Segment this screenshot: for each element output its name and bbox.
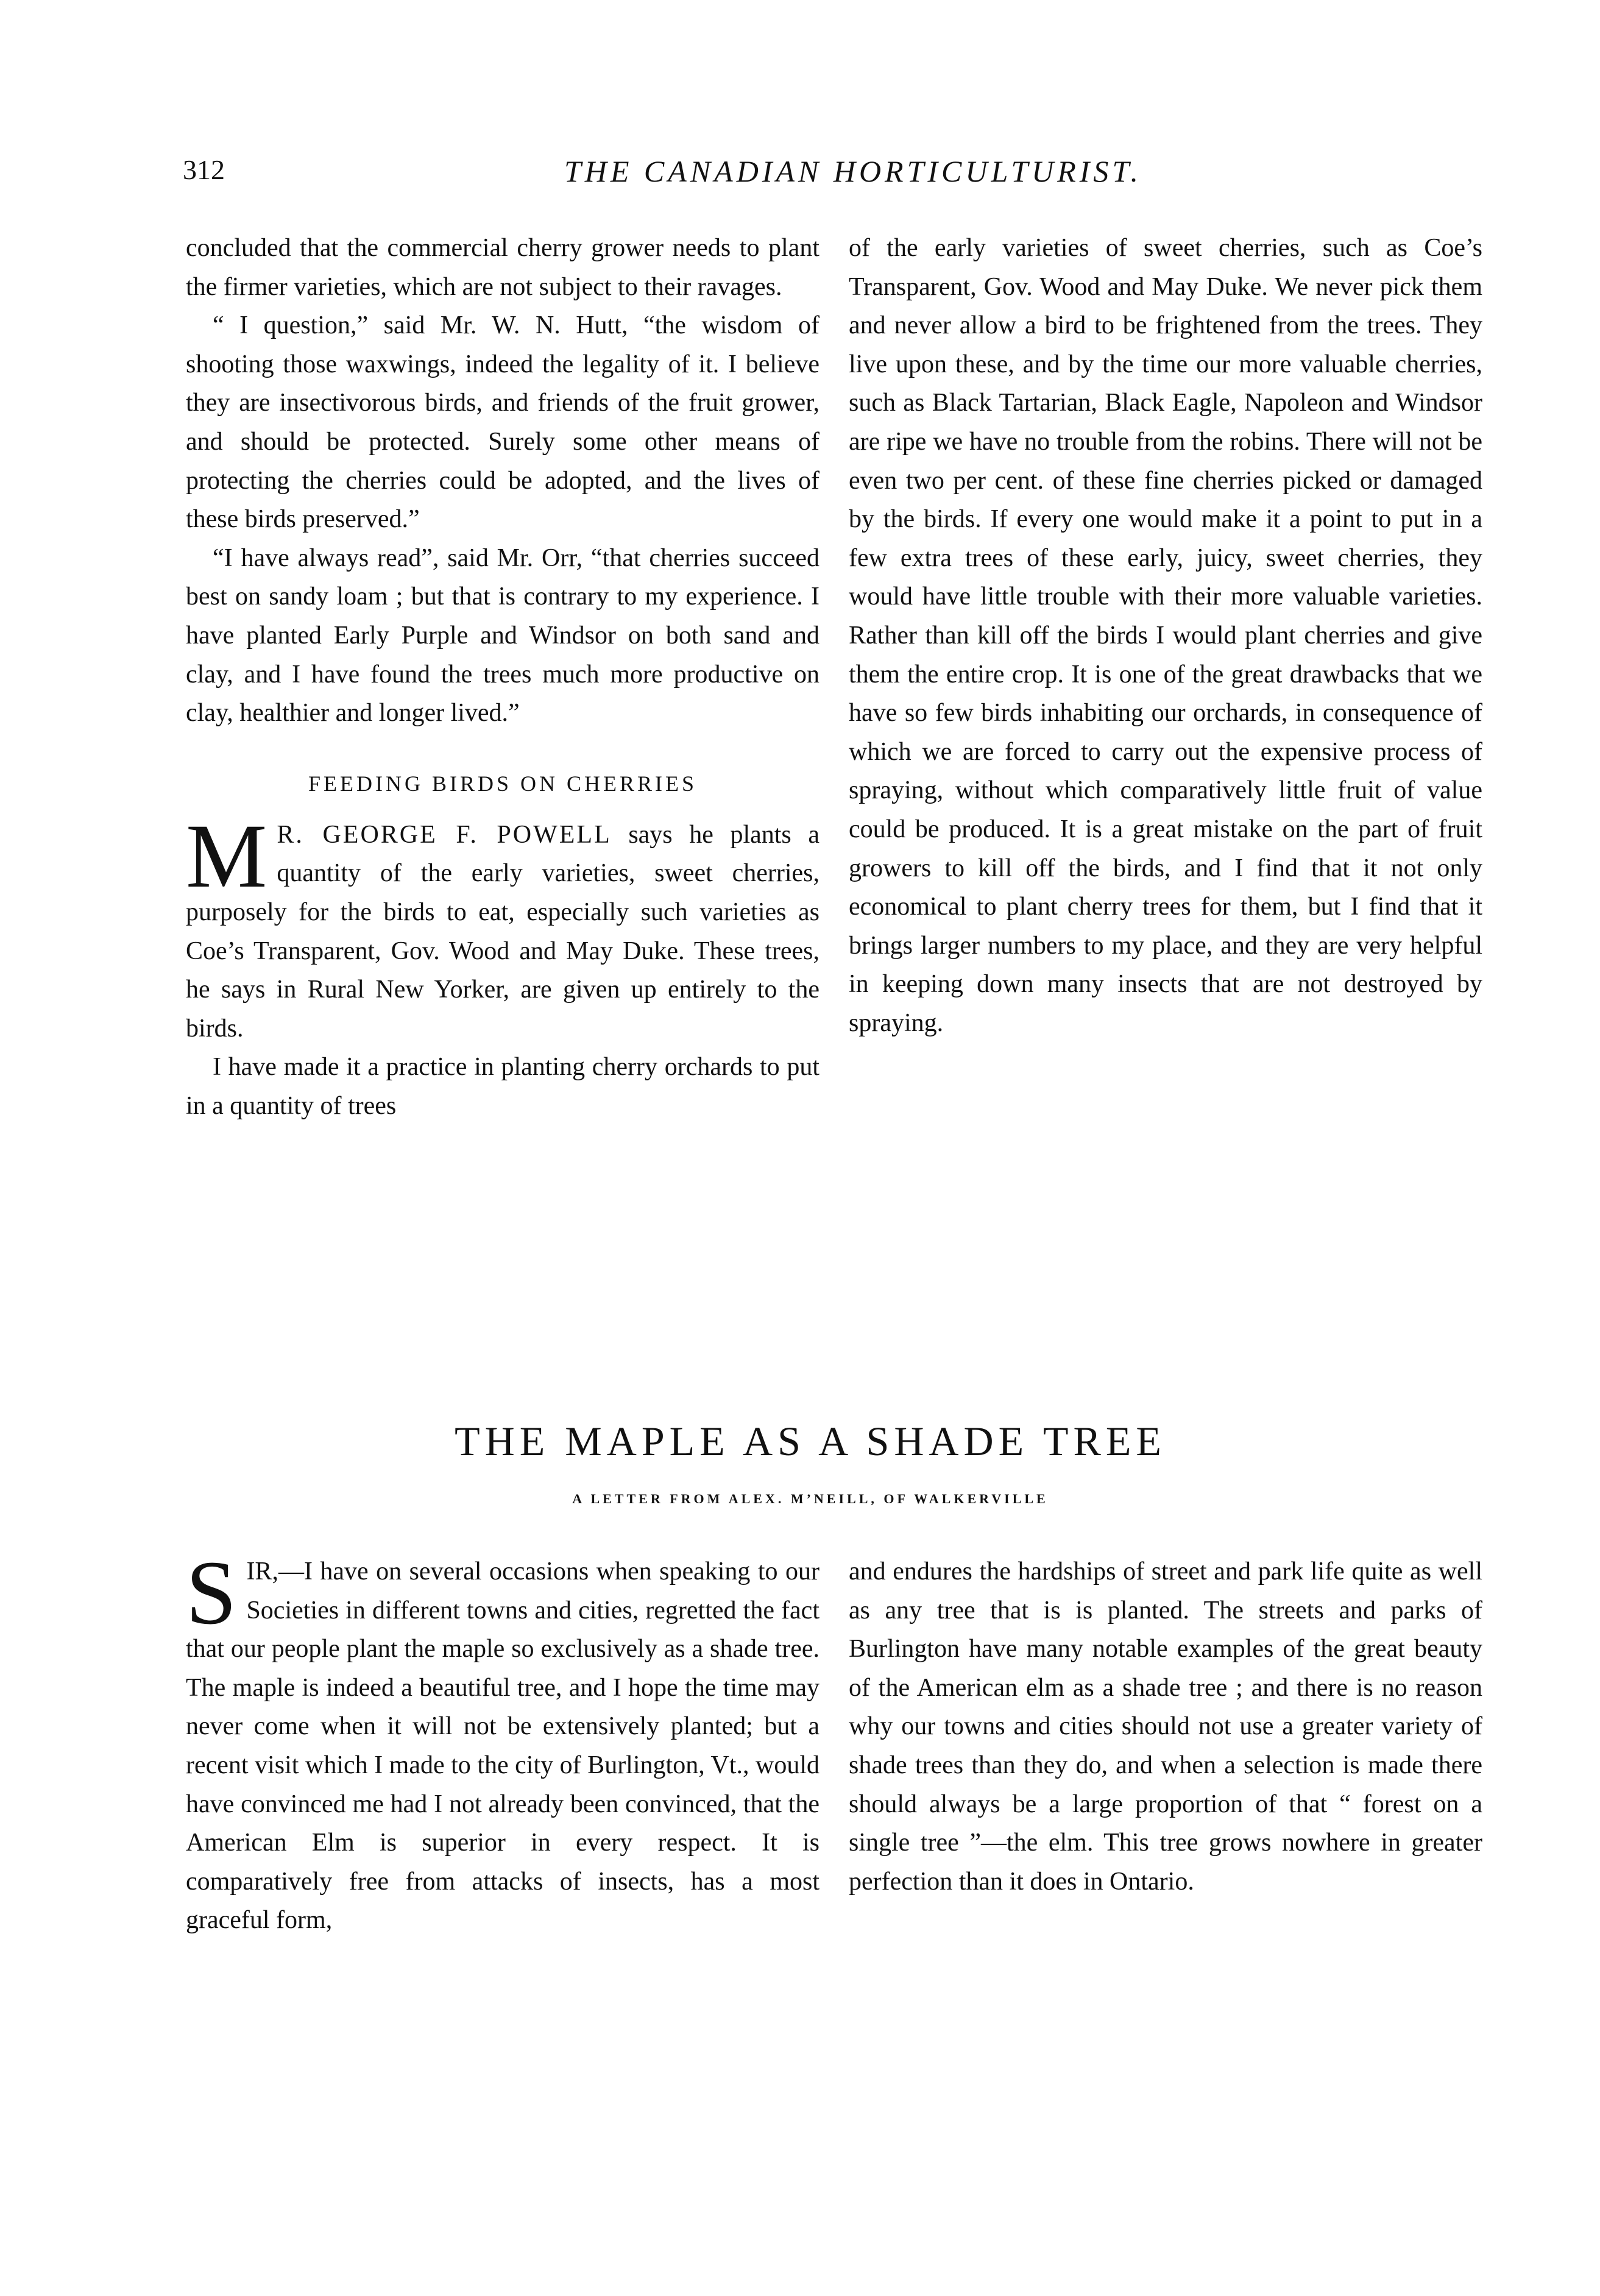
bottom-right-column (849, 1553, 1482, 1901)
journal-title: THE CANADIAN HORTICULTURIST. (564, 154, 1142, 188)
top-left-column (186, 229, 819, 1125)
paragraph (186, 805, 819, 1049)
paragraph: I have made it a practice in planting cherry orchards to put in a quantity of trees (186, 1053, 819, 1120)
article-subtitle: A LETTER FROM ALEX. M’NEILL, OF WALKERVILLE (572, 1491, 1049, 1506)
lead-in: R. GEORGE F. POWELL (277, 820, 612, 849)
paragraph (186, 1542, 819, 1940)
paragraph: concluded that the commercial cherry grower needs to plant the firmer varieties, which are not subject to their ravages. (186, 234, 819, 301)
drop-cap: S (186, 1542, 237, 1643)
paragraph-text: says he plants a quantity of the early varieties, sweet cherries, purposely for the birds to eat, especially such varieties as Coe’s Transparent, Gov. Wood and May Duke. These trees, he says in Rural New Yorker, are given up entirely to the birds. (186, 820, 819, 1043)
paragraph-text: IR,—I have on several occasions when speaking to our Societies in different towns and cities, regretted the fact that our people plant the maple so exclusively as a shade tree. The maple is indeed a beautiful tree, and I hope the time may never come when it will not be extensively planted; but a recent visit which I made to the city of Burlington, Vt., would have convinced me had I not already been convinced, that the American Elm is superior in every respect. It is comparatively free from attacks of insects, has a most graceful form, (186, 1557, 819, 1935)
paragraph: “I have always read”, said Mr. Orr, “that cherries succeed best on sandy loam ; but that is contrary to my experience. I have planted Early Purple and Windsor on both sand and clay, and I have found the trees much more productive on clay, healthier and longer lived.” (186, 544, 819, 728)
section-heading: FEEDING BIRDS ON CHERRIES (308, 771, 698, 796)
paragraph: and endures the hardships of street and park life quite as well as any tree that is is planted. The streets and parks of Burlington have many notable examples of the great beauty of the American elm as a shade tree ; and there is no reason why our towns and cities should not use a greater variety of shade trees than they do, and when a selection is made there should always be a large proportion of that “ forest on a single tree ”—the elm. This tree grows nowhere in greater perfection than it does in Ontario. (849, 1557, 1482, 1896)
article-title: THE MAPLE AS A SHADE TREE (455, 1418, 1166, 1464)
drop-cap: M (186, 805, 267, 907)
top-right-column (849, 229, 1482, 1043)
bottom-left-column (186, 1542, 819, 1940)
running-head (183, 154, 1523, 196)
paragraph: of the early varieties of sweet cherries, such as Coe’s Transparent, Gov. Wood and May Duke. We never pick them and never allow a bird to be frightened from the trees. They live upon these, and by the time our more valuable cherries, such as Black Tartarian, Black Eagle, Napoleon and Windsor are ripe we have no trouble from the robins. There will not be even two per cent. of these fine cherries picked or damaged by the birds. If every one would make it a point to put in a few extra trees of these early, juicy, sweet cherries, they would have little trouble with their more valuable varieties. Rather than kill off the birds I would plant cherries and give them the entire crop. It is one of the great drawbacks that we have so few birds inhabiting our orchards, in consequence of which we are forced to carry out the expensive process of spraying, without which comparatively little fruit of value could be produced. It is a great mistake on the part of fruit growers to kill off the birds, and I find that it not only economical to plant cherry trees for them, but I find that it brings larger numbers to my place, and they are very helpful in keeping down many insects that are not destroyed by spraying. (849, 234, 1482, 1037)
page-number: 312 (183, 154, 225, 185)
paragraph: “ I question,” said Mr. W. N. Hutt, “the wisdom of shooting those waxwings, indeed the legality of it. I believe they are insectivorous birds, and friends of the fruit grower, and should be protected. Surely some other means of protecting the cherries could be adopted, and the lives of these birds preserved.” (186, 311, 819, 534)
